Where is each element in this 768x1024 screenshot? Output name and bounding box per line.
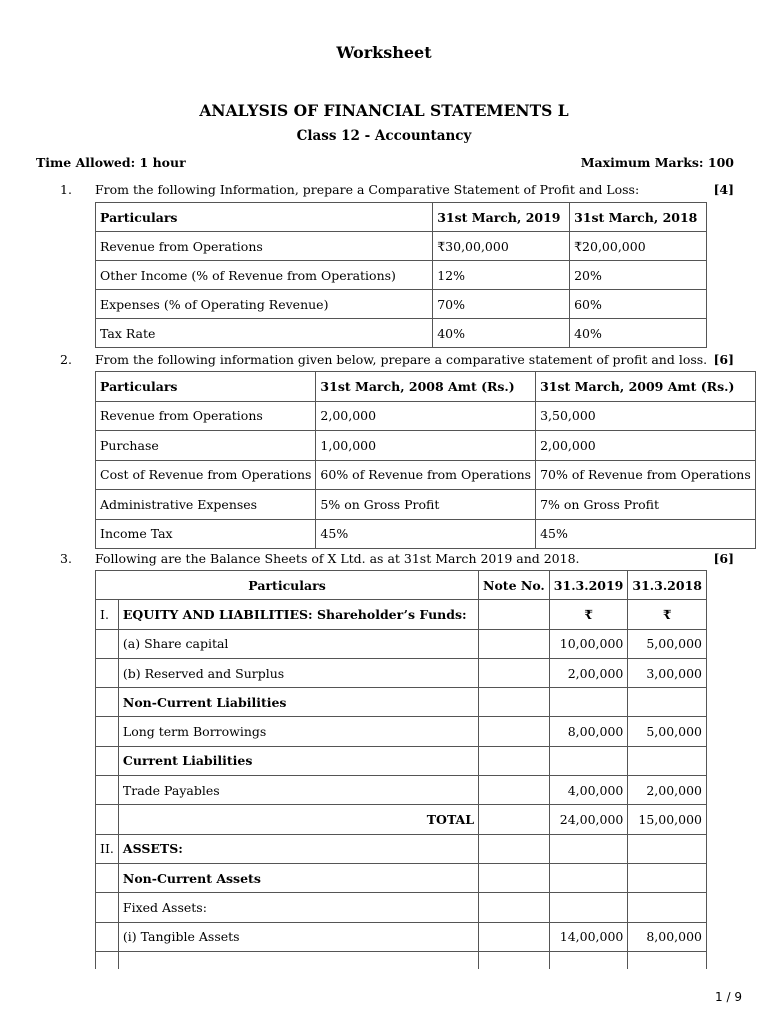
table-row — [96, 232, 707, 261]
table-cell — [628, 951, 707, 969]
note-no — [479, 746, 550, 775]
note-no — [479, 717, 550, 746]
total-2019: 24,00,000 — [549, 805, 628, 834]
table-row — [96, 776, 707, 805]
table-header: Particulars — [96, 571, 479, 600]
question-1-marks: [4] — [713, 182, 734, 197]
total-2018: 15,00,000 — [628, 805, 707, 834]
table-cell: Tax Rate — [96, 319, 433, 348]
note-no — [479, 863, 550, 892]
table-header: 31.3.2018 — [628, 571, 707, 600]
row-label: (a) Share capital — [118, 629, 478, 658]
roman-numeral — [96, 922, 119, 951]
table-cell: ₹30,00,000 — [433, 232, 570, 261]
table-cell — [96, 951, 119, 969]
table-cell: 3,50,000 — [536, 401, 756, 431]
value-2019 — [549, 834, 628, 863]
class-line: Class 12 - Accountancy — [296, 128, 472, 144]
value-2019 — [549, 893, 628, 922]
question-1-table — [95, 202, 707, 348]
table-row — [96, 261, 707, 290]
roman-numeral — [96, 863, 119, 892]
table-cell: Revenue from Operations — [96, 232, 433, 261]
table-cell — [118, 951, 478, 969]
table-row — [96, 490, 756, 520]
table-row — [96, 688, 707, 717]
table-cell: Cost of Revenue from Operations — [96, 460, 316, 490]
table-cell: 60% of Revenue from Operations — [316, 460, 536, 490]
table-cell: Expenses (% of Operating Revenue) — [96, 290, 433, 319]
table-cell: 2,00,000 — [536, 431, 756, 461]
note-no — [479, 658, 550, 687]
value-2018 — [628, 746, 707, 775]
table-cell: 45% — [536, 519, 756, 549]
table-row — [96, 922, 707, 951]
value-2019 — [549, 688, 628, 717]
table-cell: 40% — [433, 319, 570, 348]
note-no — [479, 922, 550, 951]
value-2019: 14,00,000 — [549, 922, 628, 951]
table-cell: 60% — [570, 290, 707, 319]
table-cell: 40% — [570, 319, 707, 348]
table-cell: Other Income (% of Revenue from Operations) — [96, 261, 433, 290]
value-2019: 2,00,000 — [549, 658, 628, 687]
table-row — [96, 863, 707, 892]
table-cell: 45% — [316, 519, 536, 549]
value-2018: 2,00,000 — [628, 776, 707, 805]
value-2019: 10,00,000 — [549, 629, 628, 658]
row-label: Non-Current Assets — [118, 863, 478, 892]
roman-numeral — [96, 746, 119, 775]
worksheet-title: Worksheet — [336, 43, 432, 62]
value-2018 — [628, 863, 707, 892]
table-row — [96, 431, 756, 461]
table-row — [96, 893, 707, 922]
maximum-marks: Maximum Marks: 100 — [580, 155, 734, 170]
page-number: 1 / 9 — [715, 990, 742, 1004]
balance-sheet-table — [95, 570, 707, 969]
row-label: EQUITY AND LIABILITIES: Shareholder’s Funds: — [118, 600, 478, 629]
note-no — [479, 600, 550, 629]
table-row — [96, 600, 707, 629]
table-row — [96, 290, 707, 319]
table-row — [96, 460, 756, 490]
row-label: (i) Tangible Assets — [118, 922, 478, 951]
value-2019: 4,00,000 — [549, 776, 628, 805]
roman-numeral — [96, 893, 119, 922]
note-no — [479, 893, 550, 922]
table-cell — [479, 951, 550, 969]
value-2018: 3,00,000 — [628, 658, 707, 687]
question-3-number: 3. — [60, 551, 72, 566]
time-allowed: Time Allowed: 1 hour — [36, 155, 186, 170]
table-row — [96, 717, 707, 746]
roman-numeral — [96, 776, 119, 805]
table-cell: Income Tax — [96, 519, 316, 549]
table-row — [96, 746, 707, 775]
table-row — [96, 805, 707, 834]
table-header: 31.3.2019 — [549, 571, 628, 600]
note-no — [479, 805, 550, 834]
row-label: Long term Borrowings — [118, 717, 478, 746]
row-label: (b) Reserved and Surplus — [118, 658, 478, 687]
row-label: ASSETS: — [118, 834, 478, 863]
table-row — [96, 658, 707, 687]
roman-numeral: I. — [96, 600, 119, 629]
value-2018 — [628, 688, 707, 717]
roman-numeral: II. — [96, 834, 119, 863]
question-1-number: 1. — [60, 182, 72, 197]
row-label: Trade Payables — [118, 776, 478, 805]
table-cell — [549, 951, 628, 969]
value-2018: 5,00,000 — [628, 629, 707, 658]
question-3-marks: [6] — [713, 551, 734, 566]
note-no — [479, 629, 550, 658]
note-no — [479, 834, 550, 863]
value-2019 — [549, 863, 628, 892]
table-cell: 70% of Revenue from Operations — [536, 460, 756, 490]
note-no — [479, 776, 550, 805]
table-cell: Purchase — [96, 431, 316, 461]
table-row — [96, 834, 707, 863]
table-cell: 12% — [433, 261, 570, 290]
table-cell: 7% on Gross Profit — [536, 490, 756, 520]
table-header: 31st March, 2018 — [570, 203, 707, 232]
question-2-marks: [6] — [713, 352, 734, 367]
table-header: Note No. — [479, 571, 550, 600]
table-row — [96, 319, 707, 348]
roman-numeral — [96, 688, 119, 717]
table-header: 31st March, 2008 Amt (Rs.) — [316, 372, 536, 402]
row-label: Current Liabilities — [118, 746, 478, 775]
table-header: 31st March, 2019 — [433, 203, 570, 232]
subject-title: ANALYSIS OF FINANCIAL STATEMENTS L — [199, 101, 569, 120]
table-cell: Revenue from Operations — [96, 401, 316, 431]
value-2018 — [628, 834, 707, 863]
roman-numeral — [96, 629, 119, 658]
question-2-table — [95, 371, 756, 549]
row-label: Non-Current Liabilities — [118, 688, 478, 717]
total-label: TOTAL — [118, 805, 478, 834]
roman-numeral — [96, 717, 119, 746]
table-cell: ₹20,00,000 — [570, 232, 707, 261]
table-cell: Administrative Expenses — [96, 490, 316, 520]
table-header: Particulars — [96, 203, 433, 232]
table-row-continued — [96, 951, 707, 969]
table-header: 31st March, 2009 Amt (Rs.) — [536, 372, 756, 402]
roman-numeral — [96, 658, 119, 687]
value-2019: 8,00,000 — [549, 717, 628, 746]
value-2019 — [549, 746, 628, 775]
question-2-number: 2. — [60, 352, 72, 367]
roman-numeral — [96, 805, 119, 834]
currency-symbol: ₹ — [549, 600, 628, 629]
table-cell: 70% — [433, 290, 570, 319]
note-no — [479, 688, 550, 717]
table-cell: 5% on Gross Profit — [316, 490, 536, 520]
currency-symbol: ₹ — [628, 600, 707, 629]
table-cell: 2,00,000 — [316, 401, 536, 431]
value-2018: 5,00,000 — [628, 717, 707, 746]
table-header: Particulars — [96, 372, 316, 402]
value-2018: 8,00,000 — [628, 922, 707, 951]
table-row — [96, 519, 756, 549]
question-1-text: From the following Information, prepare a Comparative Statement of Profit and Loss: — [95, 182, 640, 197]
question-2-text: From the following information given below, prepare a comparative statement of profit and loss. — [95, 352, 708, 367]
row-label: Fixed Assets: — [118, 893, 478, 922]
table-row — [96, 629, 707, 658]
table-cell: 1,00,000 — [316, 431, 536, 461]
question-3-text: Following are the Balance Sheets of X Ltd. as at 31st March 2019 and 2018. — [95, 551, 580, 566]
table-cell: 20% — [570, 261, 707, 290]
table-row — [96, 401, 756, 431]
value-2018 — [628, 893, 707, 922]
